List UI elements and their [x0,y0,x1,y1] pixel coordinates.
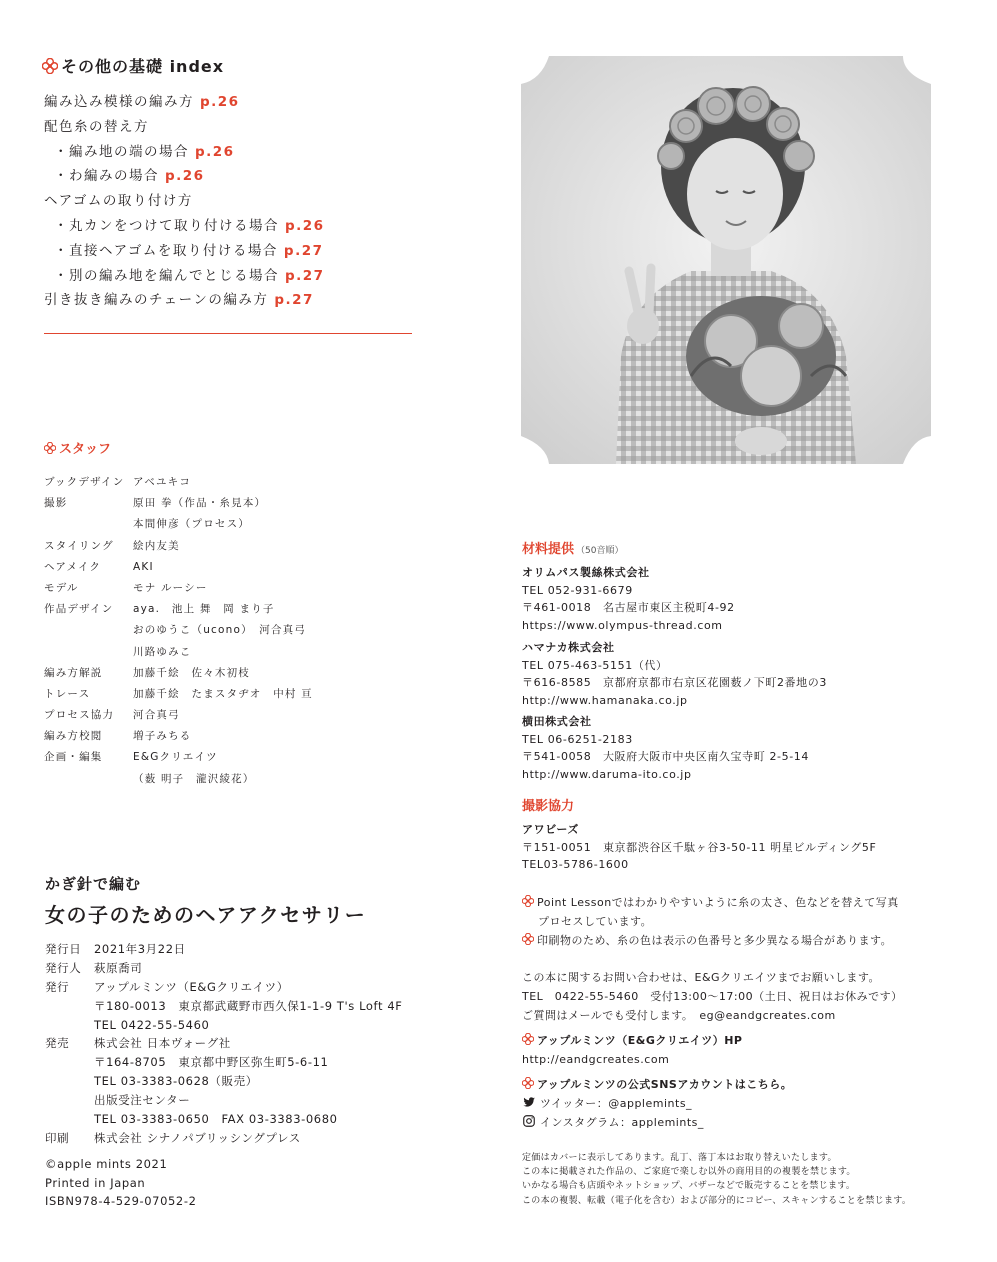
staff-names: 本間伸彦（プロセス） [133,518,250,531]
staff-role: 編み方校閲 [44,730,103,743]
index-item-text: ヘアゴムの取り付け方 [44,193,193,210]
flower-icon [522,1033,534,1045]
flower-icon [42,58,58,74]
index-item-page: p.26 [195,143,235,160]
flower-icon [44,442,56,454]
company-block [522,639,827,709]
company-address: 〒616-8585 京都府京都市右京区花園薮ノ下町2番地の3 [522,676,827,689]
publication-value: TEL 03-3383-0650 FAX 03-3383-0680 [94,1112,338,1127]
instagram-row[interactable] [522,1113,792,1132]
fineprint-line: 定価はカバーに表示してあります。乱丁、落丁本はお取り替えいたします。 [522,1153,837,1163]
publication-label: 発行 [45,979,70,994]
fineprint [522,1151,911,1208]
index-item [44,164,325,189]
staff-role: 企画・編集 [44,751,103,764]
sns-block [522,1075,792,1132]
fineprint-line: この本に掲載された作品の、ご家庭で楽しむ以外の商用目的の複製を禁じます。 [522,1167,856,1178]
staff-names: 増子みちる [133,730,192,743]
staff-role: 編み方解説 [44,666,103,679]
publication-value: 株式会社 シナノパブリッシングプレス [94,1130,301,1145]
homepage-label: アップルミンツ（E&Gクリエイツ）HP [537,1034,743,1047]
index-item [44,264,325,289]
publication-value: 〒164-8705 東京都中野区弥生町5-6-11 [94,1055,329,1070]
index-item-text: 引き抜き編みのチェーンの編み方 [44,292,269,309]
shooting-name: アワビーズ [522,823,580,836]
staff-role: 作品デザイン [44,603,114,616]
index-item-text: ・編み地の端の場合 [54,143,189,160]
staff-names: 加藤千絵 佐々木初枝 [133,666,250,679]
twitter-row[interactable] [522,1094,792,1113]
index-item-page: p.27 [283,242,324,259]
note-item [522,931,899,950]
staff-names: 川路ゆみこ [133,645,192,658]
publication-value: 萩原喬司 [94,960,143,975]
twitter-bird-icon [522,1095,536,1109]
index-heading-text: その他の基礎 index [61,57,225,76]
staff-names: 原田 拳（作品・糸見本） [133,497,267,510]
company-name: オリムパス製絲株式会社 [522,566,650,579]
publication-value: TEL 03-3383-0628（販売） [94,1074,258,1089]
staff-role: モデル [44,581,79,594]
contact-block [522,968,903,1025]
company-tel: TEL 075-463-5151（代） [522,658,668,672]
index-item [44,90,325,115]
staff-names: E&Gクリエイツ [133,751,218,764]
staff-names: （薮 明子 瀧沢綾花） [133,772,255,785]
staff-names: 河合真弓 [133,709,180,722]
index-item-page: p.27 [274,292,314,309]
book-pretitle: かぎ針で編む [45,875,142,893]
staff-names: aya. 池上 舞 岡 まり子 [133,603,275,616]
company-name: ハマナカ株式会社 [522,641,615,654]
company-url[interactable]: http://www.hamanaka.co.jp [522,693,688,707]
index-item-page: p.26 [285,217,325,234]
index-item-page: p.26 [200,94,240,110]
index-item-text: ・直接ヘアゴムを取り付ける場合 [54,242,278,259]
company-name: 横田株式会社 [522,715,592,728]
index-divider [44,333,412,334]
copyright-line: ©apple mints 2021 [45,1157,168,1171]
staff-role: ブックデザイン [44,476,125,488]
index-heading [42,54,224,77]
staff-heading-text: スタッフ [59,442,112,457]
shooting-block [522,821,876,874]
materials-heading-note: （50音順） [576,546,624,556]
index-list [44,90,325,313]
flower-icon [522,895,534,907]
materials-heading-text: 材料提供 [522,542,575,557]
staff-names: アベユキコ [133,476,192,488]
shooting-tel: TEL03-5786-1600 [522,858,629,871]
flower-icon [522,933,534,945]
publication-label: 発売 [45,1036,70,1051]
materials-heading [522,538,623,557]
company-address: 〒461-0018 名古屋市東区主税町4-92 [522,601,735,614]
index-item [44,189,325,214]
staff-names: 絵内友美 [133,539,180,552]
staff-heading [44,438,111,457]
publication-label: 印刷 [45,1130,70,1145]
company-tel: TEL 052-931-6679 [522,583,633,597]
sns-label: アップルミンツの公式SNSアカウントはこちら。 [537,1078,793,1091]
staff-role: 撮影 [44,497,68,510]
homepage-label-row [522,1031,742,1050]
publication-label: 発行日 [45,942,82,956]
printed-in-line: Printed in Japan [45,1175,146,1190]
company-block [522,713,809,783]
staff-names: AKI [133,560,154,573]
instagram-icon [522,1114,536,1128]
notes-block [522,893,899,950]
flower-icon [522,1077,534,1089]
company-tel: TEL 06-6251-2183 [522,732,633,746]
staff-names: 加藤千絵 たまスタヂオ 中村 亘 [133,687,313,700]
index-item [44,288,325,313]
staff-role: トレース [44,687,91,700]
index-item-text: 編み込み模様の編み方 [44,94,194,110]
company-url[interactable]: https://www.olympus-thread.com [522,618,723,632]
contact-email[interactable]: ご質問はメールでも受付します。 eg@eandgcreates.com [522,1009,836,1022]
fineprint-line: この本の複製、転載（電子化を含む）および部分的にコピー、スキャンすることを禁じます。 [522,1195,912,1206]
index-item [44,140,325,165]
girl-with-flowers-photo [521,56,931,464]
copyright-block [45,1155,197,1211]
shooting-heading: 撮影協力 [522,799,575,814]
index-item-text: ・丸カンをつけて取り付ける場合 [54,217,279,234]
publication-value: 出版受注センター [94,1093,191,1108]
contact-tel: TEL 0422-55-5460 受付13:00〜17:00（土日、祝日はお休みです） [522,990,903,1003]
book-title: 女の子のためのヘアアクセサリー [45,903,367,927]
note-continuation: プロセスしています。 [538,915,653,928]
note-text: Point Lessonではわかりやすいように糸の太さ、色などを替えて写真 [537,896,899,909]
index-item [44,239,325,264]
index-item-page: p.26 [165,168,205,185]
homepage-url[interactable]: http://eandgcreates.com [522,1053,670,1066]
index-item-text: 配色糸の替え方 [44,118,149,135]
staff-role: プロセス協力 [44,709,115,722]
index-item [44,115,325,140]
twitter-handle: ツイッター：@applemints_ [540,1097,693,1110]
index-item-page: p.27 [285,267,325,284]
staff-role: ヘアメイク [44,560,102,573]
publication-value: アップルミンツ（E&Gクリエイツ） [94,979,289,994]
index-item-text: ・わ編みの場合 [54,168,159,185]
instagram-handle: インスタグラム：applemints_ [540,1116,704,1129]
homepage-block [522,1031,742,1069]
staff-names: モナ ルーシー [133,581,208,594]
staff-role: スタイリング [44,539,114,552]
company-block [522,564,735,634]
note-text: 印刷物のため、糸の色は表示の色番号と多少異なる場合があります。 [537,934,893,947]
publication-label: 発行人 [45,960,82,975]
contact-line: この本に関するお問い合わせは、E&Gクリエイツまでお願いします。 [522,971,880,984]
shooting-address: 〒151-0051 東京都渋谷区千駄ヶ谷3-50-11 明星ビルディング5F [522,840,877,854]
note-item [522,893,899,912]
company-url[interactable]: http://www.daruma-ito.co.jp [522,767,692,781]
publication-value: 株式会社 日本ヴォーグ社 [94,1036,231,1051]
publication-value: 〒180-0013 東京都武蔵野市西久保1-1-9 T's Loft 4F [94,998,403,1013]
fineprint-line: いかなる場合も店頭やネットショップ、バザーなどで販売することを禁じます。 [522,1181,856,1192]
index-item [44,214,325,239]
staff-names: おのゆうこ（ucono） 河合真弓 [133,624,307,637]
index-item-text: ・別の編み地を編んでとじる場合 [54,267,279,284]
publication-value: 2021年3月22日 [94,942,186,956]
company-address: 〒541-0058 大阪府大阪市中央区南久宝寺町 2-5-14 [522,750,809,763]
isbn-line: ISBN978-4-529-07052-2 [45,1194,197,1208]
publication-value: TEL 0422-55-5460 [94,1017,210,1032]
sns-label-row [522,1075,792,1094]
